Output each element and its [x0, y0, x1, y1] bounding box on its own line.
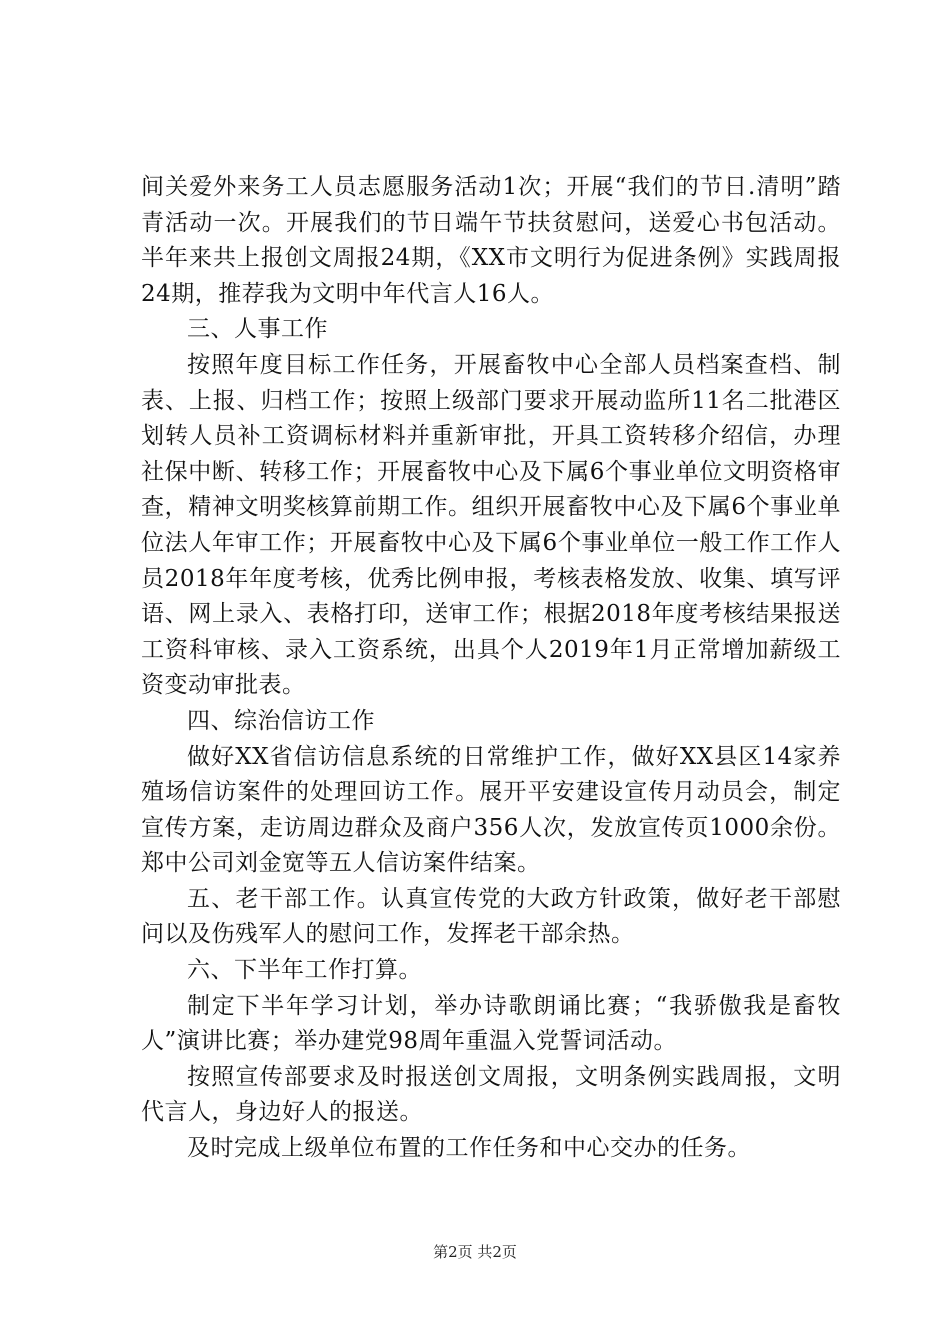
paragraph-plan-tasks: 及时完成上级单位布置的工作任务和中心交办的任务。	[187, 1135, 751, 1162]
document-body	[141, 170, 841, 1167]
paragraph-plan-study: 制定下半年学习计划，举办诗歌朗诵比赛；“我骄傲我是畜牧人”演讲比赛；举办建党98周年重温入党誓词活动。	[141, 992, 841, 1055]
section-heading-personnel: 三、人事工作	[187, 316, 328, 343]
paragraph-plan-reports: 按照宣传部要求及时报送创文周报，文明条例实践周报，文明代言人，身边好人的报送。	[141, 1063, 841, 1126]
paragraph-personnel: 按照年度目标工作任务，开展畜牧中心全部人员档案查档、制表、上报、归档工作；按照上级部门要求开展动监所11名二批港区划转人员补工资调标材料并重新审批，开具工资转移介绍信，办理社保中断、转移工作；开展畜牧中心及下属6个事业单位文明资格审查，精神文明奖核算前期工作。组织开展畜牧中心及下属6个事业单位法人年审工作；开展畜牧中心及下属6个事业单位一般工作工作人员2018年年度考核，优秀比例申报，考核表格发放、收集、填写评语、网上录入、表格打印，送审工作；根据2018年度考核结果报送工资科审核、录入工资系统，出具个人2019年1月正常增加薪级工资变动审批表。	[141, 351, 841, 699]
page-number-footer: 第2页 共2页	[433, 1243, 517, 1261]
paragraph-continued: 间关爱外来务工人员志愿服务活动1次；开展“我们的节日.清明”踏青活动一次。开展我们的节日端午节扶贫慰问，送爱心书包活动。半年来共上报创文周报24期，《XX市文明行为促进条例》实践周报24期，推荐我为文明中年代言人16人。	[141, 174, 841, 307]
section-heading-petition: 四、综治信访工作	[187, 707, 375, 734]
section-heading-plan: 六、下半年工作打算。	[187, 957, 422, 984]
paragraph-veteran-cadres: 五、老干部工作。认真宣传党的大政方针政策，做好老干部慰问以及伤残军人的慰问工作，发挥老干部余热。	[141, 885, 841, 948]
paragraph-petition: 做好XX省信访信息系统的日常维护工作，做好XX县区14家养殖场信访案件的处理回访工作。展开平安建设宣传月动员会，制定宣传方案，走访周边群众及商户356人次，发放宣传页1000余份。郑中公司刘金宽等五人信访案件结案。	[141, 743, 841, 877]
